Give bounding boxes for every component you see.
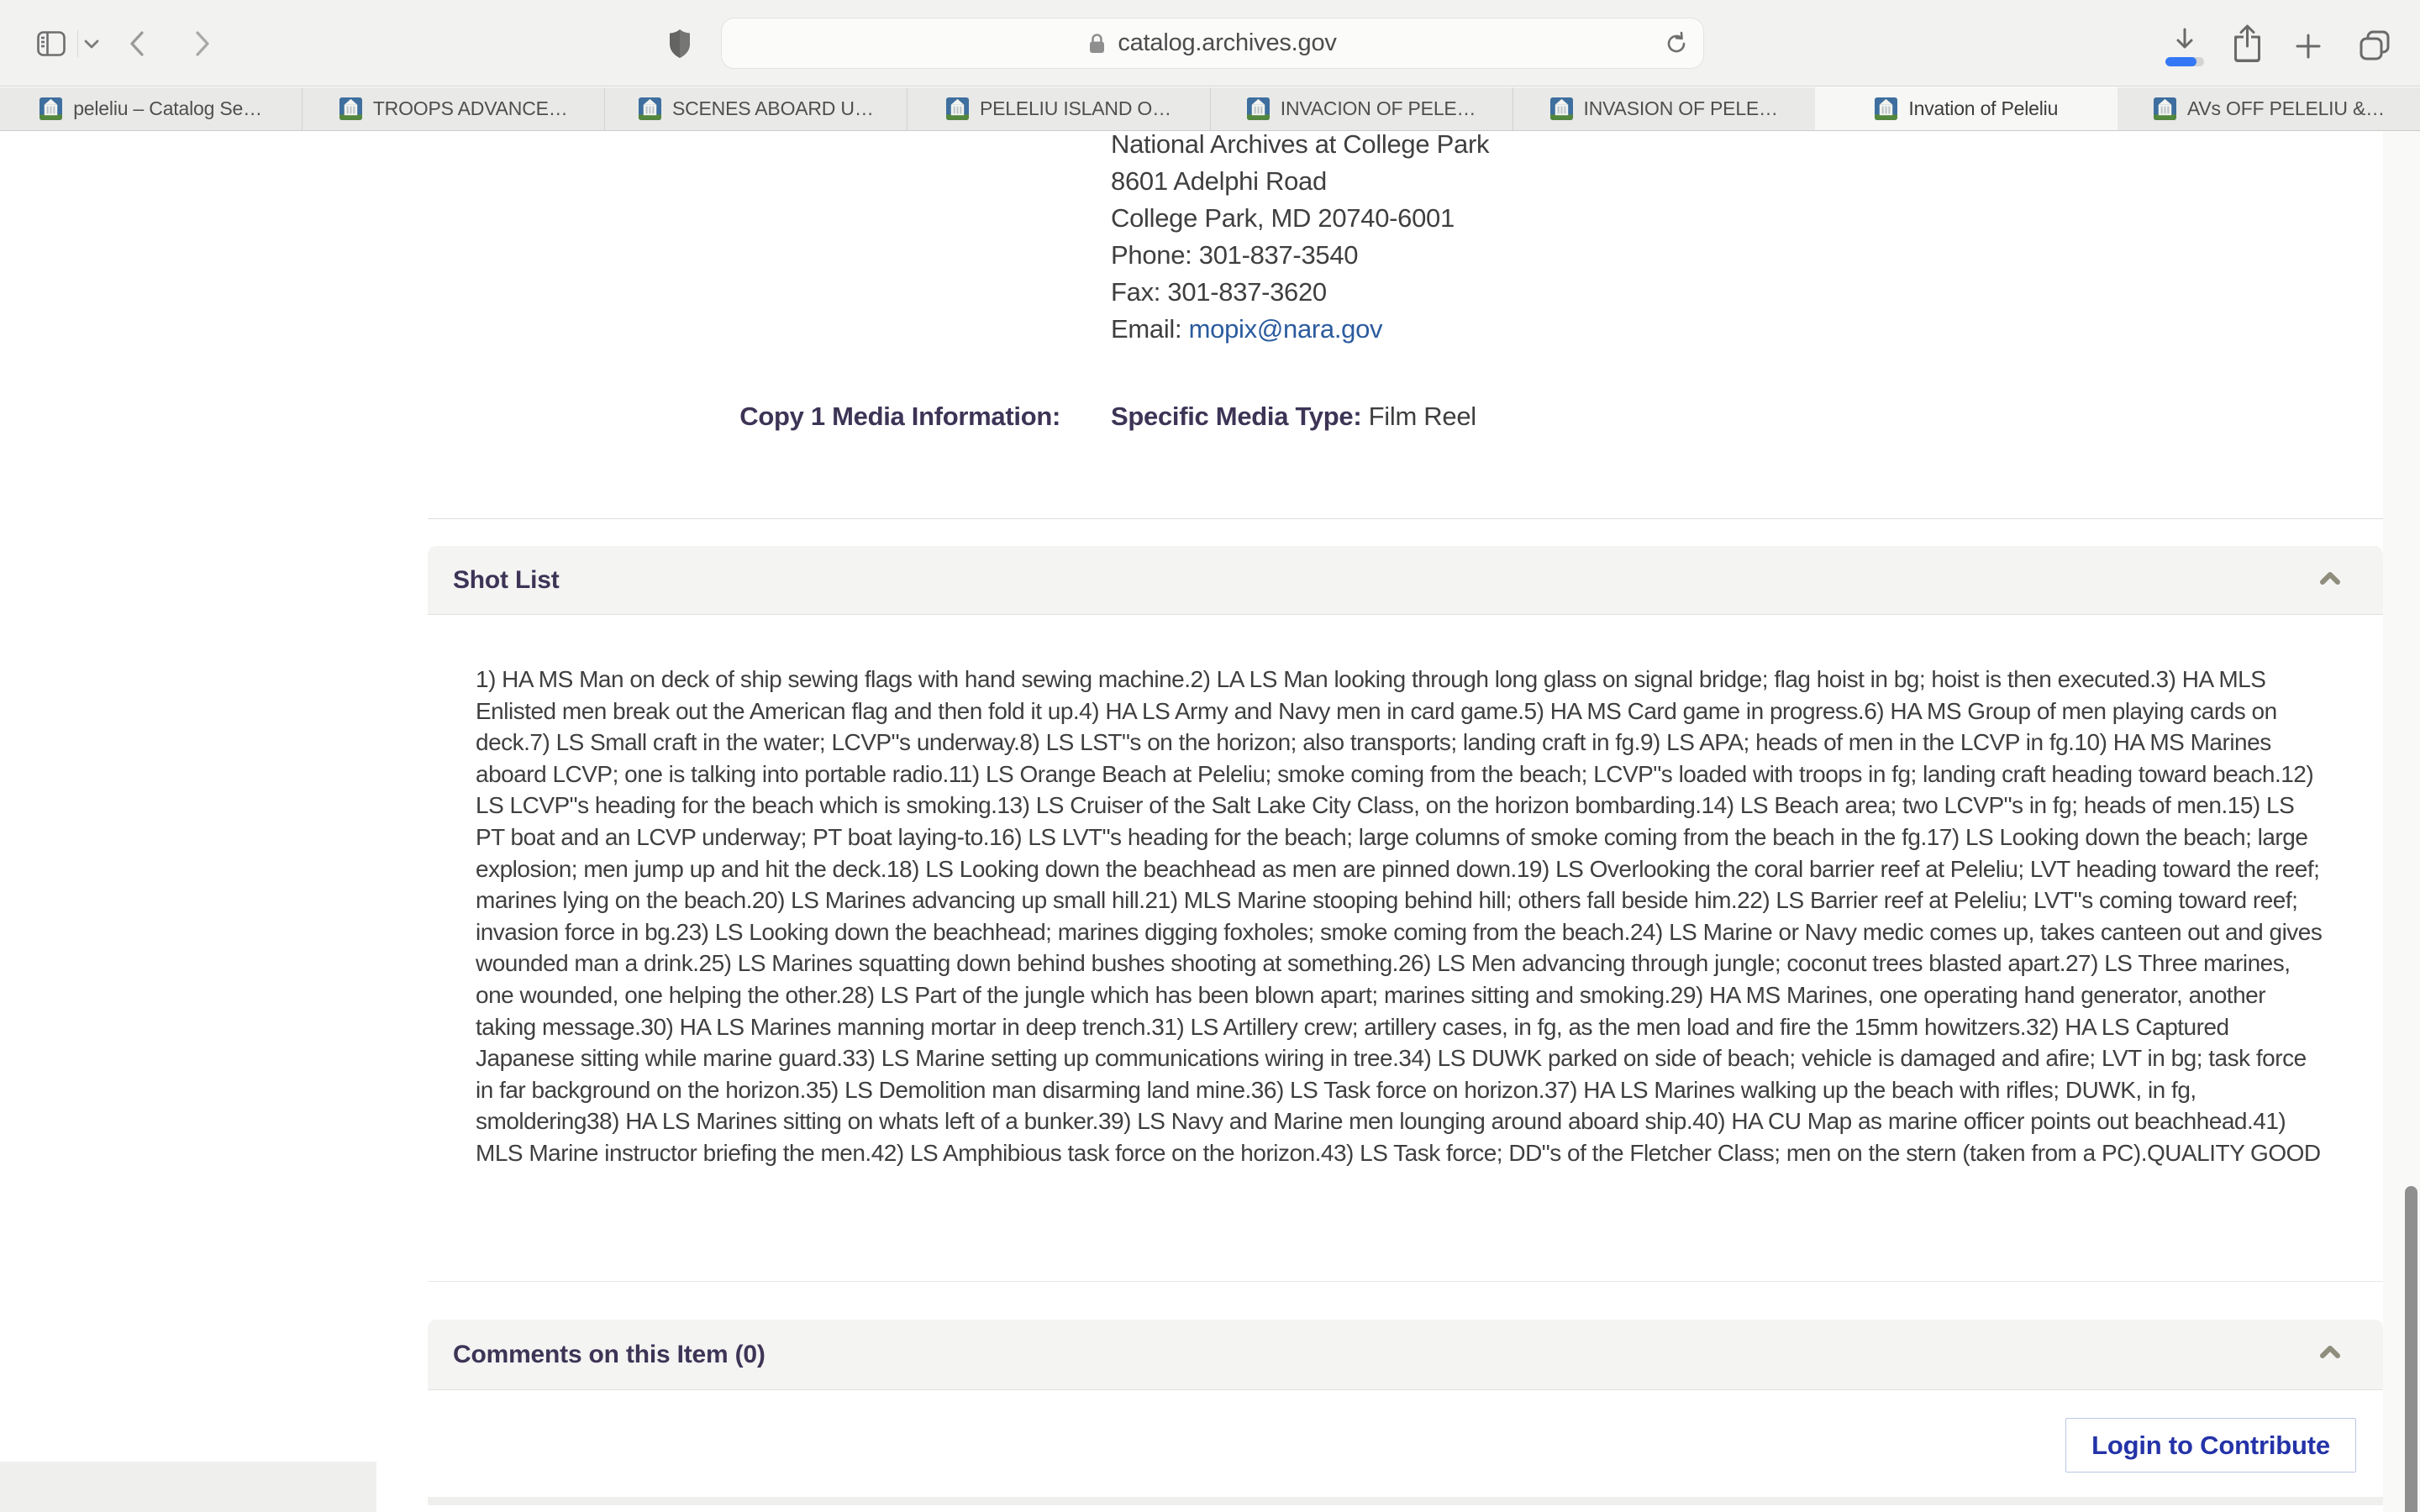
download-progress-bar [2165,57,2204,66]
nara-favicon-icon [339,97,362,120]
tab-invation-of-peleliu-active[interactable] [1815,87,2118,130]
collapse-chevron-up-icon[interactable] [2317,1341,2343,1362]
nara-favicon-icon [1875,97,1897,120]
tab-label: Invation of Peleliu [1908,97,2059,119]
nara-favicon-icon [1247,97,1270,120]
address-line: National Archives at College Park [1111,131,1490,159]
padlock-icon [1088,33,1106,55]
tab-overview-icon[interactable] [2358,29,2391,62]
tab-label: PELELIU ISLAND O… [979,97,1171,119]
shot-list-header[interactable] [428,546,2383,615]
tab-invasion-of-pele[interactable] [1512,87,1815,130]
tab-label: SCENES ABOARD U… [671,97,874,119]
section-divider [428,518,2383,519]
shot-list-title: Shot List [453,565,560,594]
address-line: Fax: 301-837-3620 [1111,277,1327,307]
back-icon[interactable] [128,30,146,57]
email-link[interactable]: mopix@nara.gov [1188,314,1383,344]
comments-header[interactable] [428,1320,2383,1390]
tab-bar [0,87,2420,131]
browser-toolbar [0,0,2420,87]
shot-list-bottom-border [428,1281,2383,1282]
downloads-icon[interactable] [2170,28,2199,53]
address-line: Phone: 301-837-3540 [1111,240,1359,270]
copy-media-information-label: Copy 1 Media Information: [739,402,1060,431]
email-label: Email: [1111,314,1189,344]
tab-peleliu-catalog-search[interactable] [0,87,302,130]
sidebar-toggle-icon[interactable] [37,31,66,56]
address-line: 8601 Adelphi Road [1111,166,1327,196]
shot-list-text: 1) HA MS Man on deck of ship sewing flags with hand sewing machine.2) LA LS Man looking through long glass on signal bridge; flag hoist in bg; hoist is then executed.3) HA MLS Enlisted men break out the American flag and then fold it up.4) HA LS Army and Navy men in card game.5) HA MS Card game in progress.6) HA MS Group of men playing cards on deck.7) LS Small craft in the water; LCVP"s underway.8) LS LST"s on the horizon; also transports; landing craft in fg.9) LS APA; heads of men in the LCVP in fg.10) HA MS Marines aboard LCVP; one is talking into portable radio.11) LS Orange Beach at Peleliu; smoke coming from the beach; LCVP"s loaded with troops in fg; landing craft heading toward beach.12) LS LCVP"s heading for the beach which is smoking.13) LS Cruiser of the Salt Lake City Class, on the horizon bombarding.14) LS Beach area; two LCVP"s in fg; heads of men.15) LS PT boat and an LCVP underway; PT boat laying-to.16) LS LVT"s heading for the beach; large columns of smoke coming from the beach in the fg.17) LS Looking down the beach; large explosion; men jump up and hit the deck.18) LS Looking down the beachhead as men are pinned down.19) LS Overlooking the coral barrier reef at Peleliu; LVT heading toward the reef; marines lying on the beach.20) LS Marines advancing up small hill.21) MLS Marine stooping behind hill; others fall beside him.22) LS Barrier reef at Peleliu; LVT"s coming toward reef; invasion force in bg.23) LS Looking down the beachhead; marines digging foxholes; smoke coming from the beach.24) LS Marine or Navy medic comes up, takes canteen out and gives wounded man a drink.25) LS Marines squatting down behind bushes shooting at something.26) LS Men advancing through jungle; coconut trees blasted apart.27) LS Three marines, one wounded, one helping the other.28) LS Part of the jungle which has been blown apart; marines sitting and smoking.29) HA MS Marines, one operating hand generator, another taking message.30) HA LS Marines manning mortar in deep trench.31) LS Artillery crew; artillery cases, in fg, as the men load and fire the 15mm howitzers.32) HA LS Captured Japanese sitting while marine guard.33) LS Marine setting up communications wiring in tree.34) LS DUWK parked on side of beach; vehicle is damaged and afire; LVT in bg; task force in far background on the horizon.35) LS Demolition man disarming land mine.36) LS Task force on horizon.37) HA LS Marines walking up the beach with rifles; DUWK, in fg, smoldering38) HA LS Marines sitting on whats left of a bunker.39) LS Navy and Marine men lounging around aboard ship.40) HA CU Map as marine officer points out beachhead.41) MLS Marine instructor briefing the men.42) LS Amphibious task force on the horizon.43) LS Task force; DD"s of the Fletcher Class; men on the stern (taken from a PC).QUALITY GOOD [476,666,2323,1166]
comments-bottom-strip [428,1497,2383,1505]
vertical-scrollbar[interactable] [2405,1186,2417,1512]
nara-favicon-icon [1550,97,1573,120]
comments-title: Comments on this Item (0) [453,1340,765,1368]
specific-media-type-value: Film Reel [1361,402,1476,431]
tab-label: peleliu – Catalog Se… [73,97,262,119]
tab-label: INVASION OF PELE… [1583,97,1778,119]
collapse-chevron-up-icon[interactable] [2317,568,2343,588]
nara-favicon-icon [39,97,62,120]
page-content [0,131,2420,1512]
address-line: College Park, MD 20740-6001 [1111,203,1455,233]
specific-media-type-row [1111,402,1476,432]
toolbar-separator [77,30,78,57]
nara-favicon-icon [639,97,661,120]
tab-scenes-aboard[interactable] [604,87,907,130]
address-email-line [1111,311,1489,348]
tab-troops-advance[interactable] [302,87,604,130]
login-to-contribute-button[interactable]: Login to Contribute [2065,1418,2356,1473]
tab-avs-off-peleliu[interactable] [2118,87,2420,130]
forward-icon[interactable] [193,30,212,57]
reload-icon[interactable] [1663,30,1690,61]
page-footer-corner [0,1462,376,1512]
new-tab-icon[interactable] [2295,33,2322,60]
share-icon[interactable] [2232,24,2263,62]
url-bar[interactable] [721,18,1704,69]
url-text: catalog.archives.gov [1118,29,1337,56]
tab-label: TROOPS ADVANCE… [372,97,568,119]
privacy-shield-icon[interactable] [668,29,692,59]
contact-address-block [1111,131,1489,348]
nara-favicon-icon [946,97,969,120]
tab-label: INVACION OF PELE… [1280,97,1476,119]
chevron-down-icon[interactable] [84,39,99,50]
nara-favicon-icon [2154,97,2176,120]
tab-peleliu-island[interactable] [907,87,1209,130]
specific-media-type-label: Specific Media Type: [1111,402,1362,431]
tab-invacion-of-pele[interactable] [1210,87,1512,130]
tab-label: AVs OFF PELELIU &… [2186,97,2385,119]
